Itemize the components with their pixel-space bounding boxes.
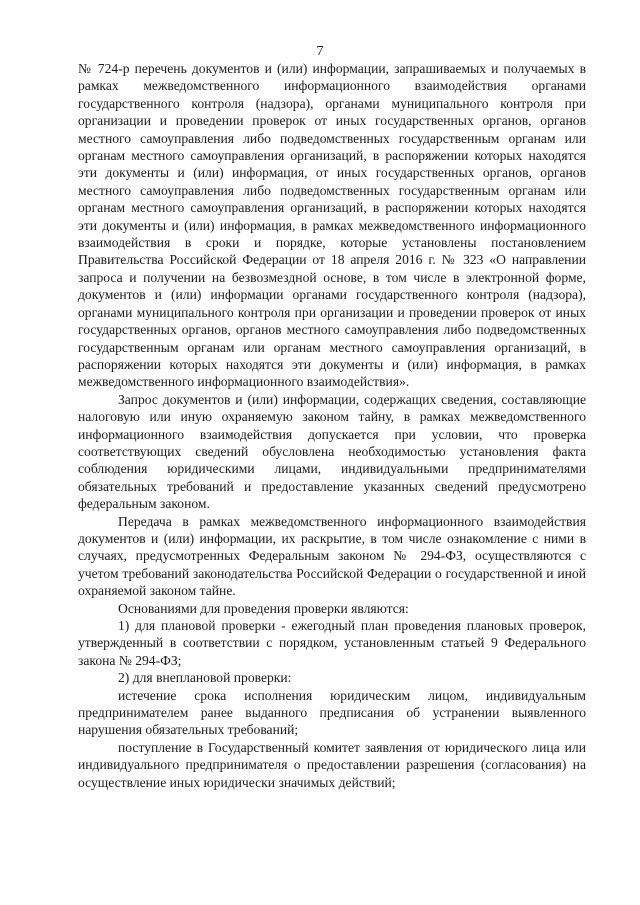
page-number: 7: [316, 44, 324, 59]
paragraph-deadline-expiry: истечение срока исполнения юридическим лицом, индивидуальным предпринимателем ранее выданного предписания об устранении выявленного нарушения обязательных требований;: [78, 687, 586, 738]
document-body: [78, 60, 586, 791]
paragraph-planned-check: 1) для плановой проверки - ежегодный план проведения плановых проверок, утвержденный в соответствии с порядком, установленным статьей 9 Федерального закона № 294-ФЗ;: [78, 618, 586, 668]
paragraph-request-secrets: Запрос документов и (или) информации, содержащих сведения, составляющие налоговую или иную охраняемую законом тайну, в рамках межведомственного информационного взаимодействия допускается при условии, что проверка соответствующих сведений обусловлена необходимостью установления факта соблюдения юридическими лицами, индивидуальными предпринимателями обязательных требований и предоставление указанных сведений предусмотрено федеральным законом.: [78, 391, 586, 512]
paragraph-application-received: поступление в Государственный комитет заявления от юридического лица или индивидуального предпринимателя о предоставлении разрешения (согласования) на осуществление иных юридически значимых действий;: [78, 739, 586, 790]
paragraph-grounds-heading: Основаниями для проведения проверки являются:: [118, 600, 409, 616]
paragraph-transfer: Передача в рамках межведомственного информационного взаимодействия документов и (или) информации, их раскрытие, в том числе ознакомление с ними в случаях, предусмотренных Федеральным законом № 294-ФЗ, осуществляются с учетом требований законодательства Российской Федерации о государственной и иной охраняемой законом тайне.: [78, 513, 586, 599]
paragraph-unplanned-check: 2) для внеплановой проверки:: [118, 670, 292, 686]
paragraph-continuation: № 724-р перечень документов и (или) информации, запрашиваемых и получаемых в рамках межведомственного информационного взаимодействия органами государственного контроля (надзора), органами муниципального контроля при организации и проведении проверок от иных государственных органов, органов местного самоуправления либо подведомственных государственным органам или органам местного самоуправления организаций, в распоряжении которых находятся эти документы и (или) информация, от иных государственных органов, органов местного самоуправления либо подведомственных государственным органам или органам местного самоуправления организаций, в распоряжении которых находятся эти документы и (или) информация, в рамках межведомственного информационного взаимодействия в сроки и порядке, которые установлены постановлением Правительства Российской Федерации от 18 апреля 2016 г. № 323 «О направлении запроса и получении на безвозмездной основе, в том числе в электронной форме, документов и (или) информации органами государственного контроля (надзора), органами муниципального контроля при организации и проведении проверок от иных государственных органов, органов местного самоуправления либо подведомственных государственным органам или органам местного самоуправления организаций, в распоряжении которых находятся эти документы и (или) информация, в рамках межведомственного информационного взаимодействия».: [78, 61, 586, 390]
